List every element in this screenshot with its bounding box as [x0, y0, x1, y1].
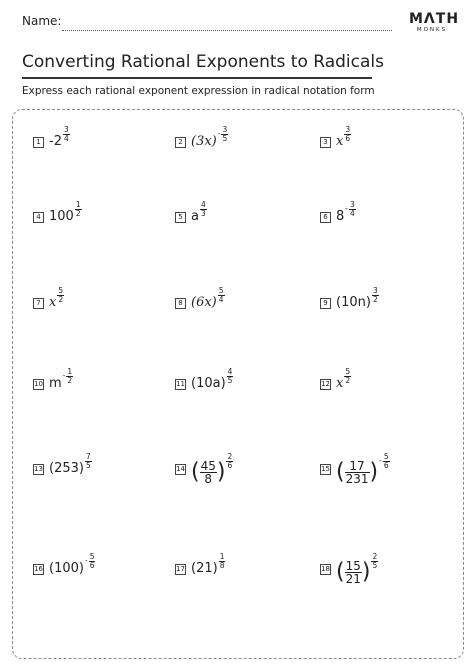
- problem-number: 15: [321, 465, 330, 473]
- exponent-fraction: [383, 453, 390, 470]
- problem-expression: [191, 451, 233, 486]
- expression-base: (10a): [191, 376, 226, 391]
- exponent-sign: -: [345, 204, 348, 213]
- base-denominator: 231: [345, 472, 369, 486]
- exponent-denominator: 4: [218, 294, 224, 304]
- exponent-sign: -: [62, 371, 66, 380]
- exponent-denominator: 2: [75, 208, 81, 218]
- exponent-numerator: 3: [350, 199, 355, 209]
- exponent-denominator: 4: [63, 133, 69, 143]
- exponent: [227, 367, 234, 385]
- problem-number: 2: [175, 137, 186, 148]
- problem-expression: [191, 285, 225, 312]
- expression-base: -2: [49, 134, 62, 149]
- problem-expression: [191, 551, 225, 578]
- exponent-numerator: 3: [372, 285, 378, 295]
- exponent: [218, 286, 225, 304]
- base-denominator: 21: [345, 572, 361, 586]
- expression-base: m: [49, 376, 62, 391]
- expression-base: x: [49, 295, 57, 310]
- exponent: [57, 286, 64, 304]
- left-paren: (: [336, 459, 345, 485]
- expression-base: (6x): [191, 295, 217, 310]
- exponent-denominator: 8: [219, 560, 225, 570]
- problem-number: 13: [34, 465, 43, 473]
- problem-expression: [336, 366, 351, 393]
- problem-number: 6: [320, 212, 331, 223]
- exponent-numerator: 5: [383, 451, 389, 461]
- right-paren: ): [216, 459, 226, 485]
- right-paren: ): [369, 459, 379, 485]
- exponent-numerator: 3: [345, 124, 351, 134]
- base-numerator: 17: [345, 460, 370, 473]
- problem-expression: [49, 366, 73, 393]
- exponent-fraction: [227, 368, 234, 385]
- math-monks-logo: [409, 11, 460, 33]
- left-paren: (: [191, 459, 200, 485]
- exponent: [344, 367, 351, 385]
- exponent-denominator: 2: [345, 375, 351, 385]
- problem-expression: [49, 124, 70, 151]
- exponent-numerator: 3: [222, 124, 228, 134]
- exponent-denominator: 5: [227, 375, 233, 385]
- problem-expression: [336, 199, 356, 226]
- problem-expression: [49, 451, 92, 478]
- expression-base: a: [191, 209, 199, 224]
- exponent: [372, 286, 379, 304]
- exponent-denominator: 3: [200, 208, 206, 218]
- problem-number: 10: [34, 380, 43, 388]
- base-fraction: [345, 460, 370, 485]
- exponent-numerator: 3: [63, 124, 69, 134]
- exponent: [371, 552, 378, 570]
- exponent-numerator: 5: [345, 366, 351, 376]
- exponent-numerator: 2: [227, 451, 233, 461]
- exponent-denominator: 2: [67, 375, 73, 385]
- base-numerator: 15: [345, 559, 361, 573]
- exponent-fraction: [371, 553, 378, 570]
- exponent: [379, 452, 390, 470]
- problem-expression: [49, 285, 64, 312]
- exponent: [345, 200, 356, 218]
- exponent-fraction: [372, 287, 379, 304]
- exponent: [344, 125, 351, 143]
- exponent-fraction: [57, 287, 64, 304]
- exponent-numerator: 7: [85, 451, 91, 461]
- expression-base: (21): [191, 561, 218, 576]
- expression-base: 100: [49, 209, 74, 224]
- problem-expression: [49, 551, 95, 578]
- exponent-numerator: 4: [227, 366, 233, 376]
- exponent-denominator: 5: [222, 133, 228, 143]
- problem-expression: [336, 451, 390, 486]
- base-fraction: [345, 560, 362, 585]
- exponent-fraction: [226, 453, 233, 470]
- expression-base: 8: [336, 209, 345, 224]
- exponent-fraction: [219, 553, 226, 570]
- base-fraction: [200, 460, 217, 485]
- exponent-numerator: 1: [75, 199, 81, 209]
- problem-number: 4: [33, 212, 44, 223]
- problem-number: 17: [176, 565, 185, 573]
- expression-base: x: [336, 134, 344, 149]
- problem-number: 1: [33, 137, 44, 148]
- exponent-sign: -: [379, 456, 382, 465]
- problem-number: 8: [175, 298, 186, 309]
- title-underline: [22, 77, 372, 79]
- name-label: Name:: [22, 14, 62, 28]
- problem-number: 3: [320, 137, 331, 148]
- problem-expression: [191, 199, 207, 226]
- page-title: Converting Rational Exponents to Radicals: [22, 52, 384, 72]
- instructions: Express each rational exponent expression in radical notation form: [22, 85, 375, 97]
- problem-number: 9: [320, 298, 331, 309]
- exponent-fraction: [344, 368, 351, 385]
- problem-number: 14: [176, 465, 185, 473]
- exponent-sign: -: [217, 129, 221, 138]
- exponent-denominator: 4: [350, 208, 355, 218]
- expression-base: (253): [49, 461, 84, 476]
- exponent-numerator: 5: [89, 551, 95, 561]
- exponent-denominator: 6: [345, 133, 351, 143]
- logo-bottom: MONKS: [416, 27, 448, 33]
- exponent-denominator: 2: [372, 294, 378, 304]
- problem-expression: [49, 199, 82, 226]
- right-paren: ): [361, 559, 371, 585]
- exponent: [63, 367, 74, 385]
- base-denominator: 8: [204, 472, 213, 486]
- exponent-numerator: 1: [67, 366, 73, 376]
- logo-top: MΛTH: [409, 11, 460, 27]
- exponent-numerator: 2: [372, 551, 378, 561]
- exponent: [85, 452, 92, 470]
- exponent-numerator: 1: [219, 551, 225, 561]
- problem-expression: [336, 551, 378, 586]
- problem-expression: [336, 285, 379, 312]
- exponent: [85, 552, 96, 570]
- expression-base: (100): [49, 561, 84, 576]
- exponent-denominator: 5: [372, 560, 378, 570]
- problem-number: 11: [176, 380, 185, 388]
- exponent-fraction: [344, 126, 351, 143]
- exponent-fraction: [349, 201, 356, 218]
- exponent-fraction: [200, 201, 207, 218]
- exponent: [63, 125, 70, 143]
- exponent-fraction: [221, 126, 228, 143]
- exponent-fraction: [89, 553, 96, 570]
- exponent: [75, 200, 82, 218]
- expression-base: (3x): [191, 134, 217, 149]
- name-field[interactable]: [62, 30, 392, 31]
- exponent-denominator: 5: [85, 460, 91, 470]
- base-numerator: 45: [200, 459, 216, 473]
- exponent: [219, 552, 226, 570]
- exponent-fraction: [85, 453, 92, 470]
- exponent-denominator: 6: [89, 560, 95, 570]
- problem-number: 12: [321, 380, 330, 388]
- problem-expression: [336, 124, 351, 151]
- exponent-fraction: [218, 287, 225, 304]
- expression-base: x: [336, 376, 344, 391]
- exponent: [200, 200, 207, 218]
- exponent-denominator: 6: [227, 460, 233, 470]
- exponent-denominator: 6: [383, 460, 389, 470]
- exponent-numerator: 5: [218, 285, 224, 295]
- exponent-fraction: [66, 368, 73, 385]
- exponent-denominator: 2: [58, 294, 64, 304]
- problem-expression: [191, 366, 233, 393]
- expression-base: (10n): [336, 295, 371, 310]
- exponent-sign: -: [84, 556, 88, 565]
- problem-number: 18: [321, 565, 330, 573]
- problem-expression: [191, 124, 228, 151]
- problem-number: 5: [175, 212, 186, 223]
- left-paren: (: [336, 559, 345, 585]
- problem-number: 16: [34, 565, 43, 573]
- exponent: [226, 452, 233, 470]
- exponent-numerator: 5: [58, 285, 64, 295]
- exponent-fraction: [63, 126, 70, 143]
- exponent-fraction: [75, 201, 82, 218]
- problem-number: 7: [33, 298, 44, 309]
- exponent: [218, 125, 229, 143]
- exponent-numerator: 4: [200, 199, 206, 209]
